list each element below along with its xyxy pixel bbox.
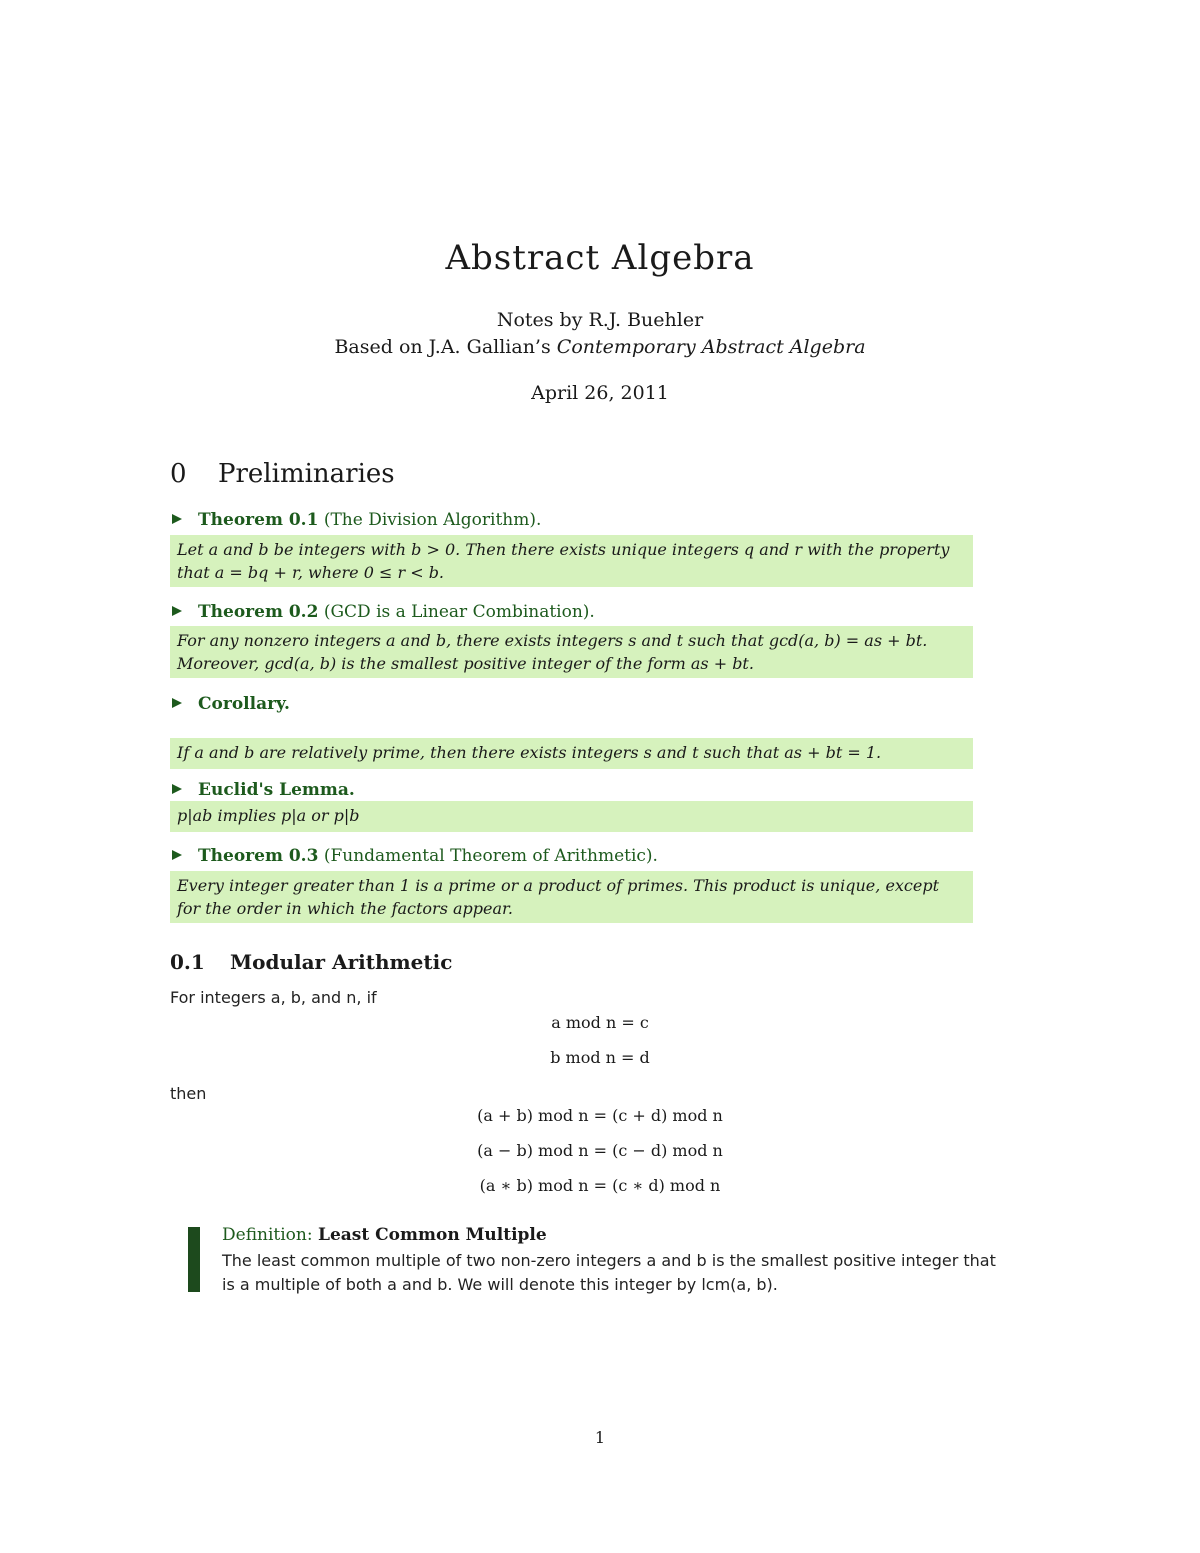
author-line: Notes by R.J. Buehler	[496, 309, 704, 331]
based-on-prefix: Based on J.A. Gallian’s	[334, 336, 557, 358]
theorem-subtitle: (GCD is a Linear Combination).	[323, 602, 595, 622]
subsection-title: Modular Arithmetic	[230, 950, 453, 974]
lemma-label: Euclid's Lemma.	[198, 780, 355, 800]
section-number: 0	[170, 459, 187, 489]
section-title: Preliminaries	[218, 459, 395, 489]
theorem-heading	[172, 510, 541, 530]
theorem-statement-box	[170, 626, 973, 678]
theorem-line: that a = bq + r, where 0 ≤ r < b.	[177, 563, 445, 582]
theorem-label: Theorem 0.1	[198, 510, 319, 530]
definition-term: Least Common Multiple	[318, 1225, 547, 1245]
corollary-heading	[172, 694, 290, 714]
theorem-line: Every integer greater than 1 is a prime or a product of primes. This product is unique, except	[177, 876, 940, 895]
equation: a mod n = c	[551, 1013, 649, 1032]
theorem-statement-box	[170, 871, 973, 923]
modular-intro: For integers a, b, and n, if	[170, 988, 377, 1007]
triangle-bullet-icon	[172, 784, 182, 794]
page-number: 1	[594, 1428, 606, 1447]
subsection-heading	[170, 950, 452, 974]
lemma-statement-box	[170, 801, 973, 832]
definition-line: is a multiple of both a and b. We will denote this integer by lcm(a, b).	[222, 1275, 778, 1294]
definition-body	[222, 1249, 1052, 1297]
then-word: then	[170, 1084, 207, 1103]
theorem-label: Theorem 0.2	[198, 602, 319, 622]
equation: b mod n = d	[550, 1048, 650, 1067]
triangle-bullet-icon	[172, 850, 182, 860]
definition-line: The least common multiple of two non-zero integers a and b is the smallest positive integer that	[222, 1251, 996, 1270]
definition-title	[222, 1225, 547, 1245]
corollary-statement-box	[170, 738, 973, 769]
theorem-heading	[172, 846, 658, 866]
theorem-line: Let a and b be integers with b > 0. Then there exists unique integers q and r with the property	[177, 540, 950, 559]
definition-bar	[188, 1227, 200, 1292]
lemma-heading	[172, 780, 355, 800]
document-title: Abstract Algebra	[445, 238, 755, 278]
based-on-line	[0, 336, 1200, 358]
theorem-line: Moreover, gcd(a, b) is the smallest positive integer of the form as + bt.	[177, 654, 754, 673]
section-heading	[170, 459, 395, 489]
book-title: Contemporary Abstract Algebra	[556, 336, 866, 358]
triangle-bullet-icon	[172, 606, 182, 616]
document-date: April 26, 2011	[531, 382, 669, 404]
triangle-bullet-icon	[172, 698, 182, 708]
theorem-label: Theorem 0.3	[198, 846, 319, 866]
theorem-line: For any nonzero integers a and b, there exists integers s and t such that gcd(a, b) = as + bt.	[177, 631, 928, 650]
theorem-heading	[172, 602, 595, 622]
definition-label: Definition:	[222, 1225, 313, 1245]
corollary-line: If a and b are relatively prime, then there exists integers s and t such that as + bt = 1.	[177, 743, 882, 762]
equation: (a + b) mod n = (c + d) mod n	[477, 1106, 723, 1125]
equation: (a ∗ b) mod n = (c ∗ d) mod n	[479, 1176, 721, 1195]
subsection-number: 0.1	[170, 950, 205, 974]
theorem-subtitle: (The Division Algorithm).	[323, 510, 542, 530]
corollary-label: Corollary.	[198, 694, 290, 714]
lemma-line: p|ab implies p|a or p|b	[177, 806, 360, 825]
triangle-bullet-icon	[172, 514, 182, 524]
theorem-statement-box	[170, 535, 973, 587]
theorem-line: for the order in which the factors appear.	[177, 899, 514, 918]
equation: (a − b) mod n = (c − d) mod n	[477, 1141, 723, 1160]
theorem-subtitle: (Fundamental Theorem of Arithmetic).	[323, 846, 658, 866]
